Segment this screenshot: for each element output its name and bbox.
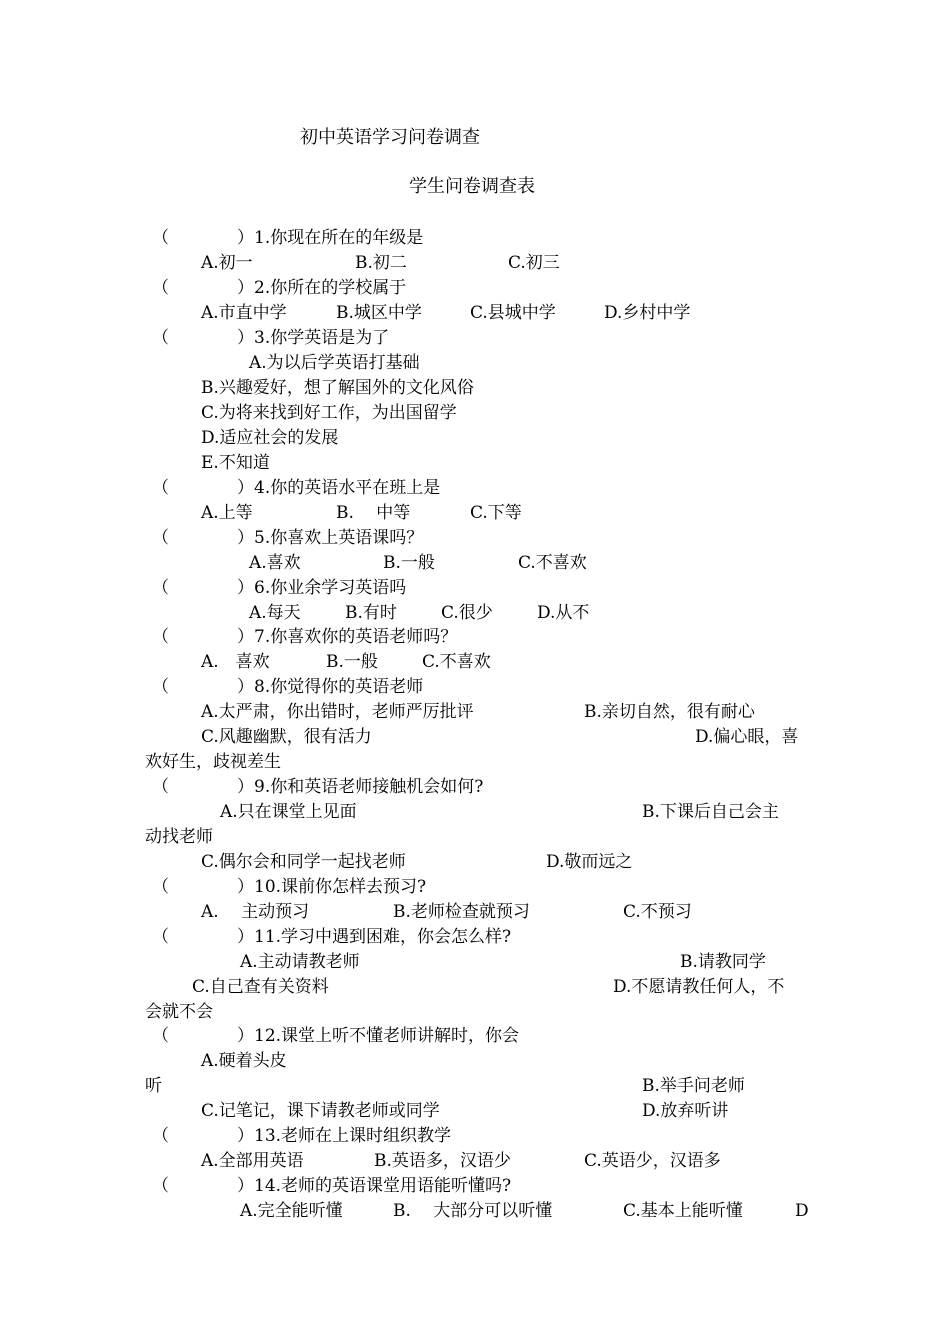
option-14d: D — [795, 1201, 809, 1221]
option-12a-continued: 听 — [145, 1076, 162, 1096]
document-subtitle: 学生问卷调查表 — [409, 176, 535, 197]
option-7c: C.不喜欢 — [422, 652, 491, 672]
question-10: （ ）10.课前你怎样去预习? — [152, 877, 427, 897]
option-9b-continued: 动找老师 — [145, 827, 213, 847]
option-1a: A.初一 — [201, 253, 253, 273]
option-7a: A. 喜欢 — [201, 652, 270, 672]
option-8d: D.偏心眼，喜 — [695, 727, 799, 747]
option-11c: C.自己查有关资料 — [192, 977, 329, 997]
option-2a: A.市直中学 — [201, 303, 287, 323]
option-11a: A.主动请教老师 — [240, 952, 360, 972]
option-2d: D.乡村中学 — [604, 303, 691, 323]
question-8: （ ）8.你觉得你的英语老师 — [152, 677, 424, 697]
question-5: （ ）5.你喜欢上英语课吗？ — [152, 528, 424, 548]
option-5a: A.喜欢 — [249, 553, 301, 573]
option-6b: B.有时 — [345, 603, 397, 623]
option-6a: A.每天 — [249, 603, 301, 623]
option-4a: A.上等 — [201, 503, 253, 523]
document-title: 初中英语学习问卷调查 — [300, 127, 480, 148]
option-4c: C.下等 — [470, 503, 522, 523]
option-8b: B.亲切自然，很有耐心 — [584, 702, 755, 722]
option-9d: D.敬而远之 — [546, 852, 633, 872]
option-3d: D.适应社会的发展 — [201, 428, 339, 448]
option-13b: B.英语多，汉语少 — [374, 1151, 511, 1171]
option-9b: B.下课后自己会主 — [642, 802, 779, 822]
option-1c: C.初三 — [508, 253, 560, 273]
option-2b: B.城区中学 — [336, 303, 422, 323]
option-10b: B.老师检查就预习 — [393, 902, 530, 922]
option-8a: A.太严肃，你出错时，老师严厉批评 — [201, 702, 474, 722]
option-12b: B.举手问老师 — [642, 1076, 745, 1096]
option-13c: C.英语少，汉语多 — [584, 1151, 721, 1171]
option-3e: E.不知道 — [201, 453, 270, 473]
option-8c: C.风趣幽默，很有活力 — [201, 727, 372, 747]
option-6c: C.很少 — [441, 603, 493, 623]
question-14: （ ）14.老师的英语课堂用语能听懂吗? — [152, 1176, 512, 1196]
option-3b: B.兴趣爱好，想了解国外的文化风俗 — [201, 378, 474, 398]
option-1b: B.初二 — [355, 253, 407, 273]
option-9a: A.只在课堂上见面 — [220, 802, 357, 822]
option-12a: A.硬着头皮 — [201, 1051, 287, 1071]
option-8d-continued: 欢好生，歧视差生 — [145, 752, 281, 772]
question-13: （ ）13.老师在上课时组织教学 — [152, 1126, 452, 1146]
question-2: （ ）2.你所在的学校属于 — [152, 278, 407, 298]
option-4b: B. 中等 — [336, 503, 411, 523]
question-1: （ ）1.你现在所在的年级是 — [152, 228, 424, 248]
option-14c: C.基本上能听懂 — [623, 1201, 743, 1221]
question-9: （ ）9.你和英语老师接触机会如何? — [152, 777, 484, 797]
question-7: （ ）7.你喜欢你的英语老师吗？ — [152, 627, 458, 647]
option-11d: D.不愿请教任何人，不 — [613, 977, 785, 997]
option-3a: A.为以后学英语打基础 — [249, 353, 420, 373]
option-12c: C.记笔记，课下请教老师或同学 — [201, 1101, 440, 1121]
option-2c: C.县城中学 — [470, 303, 556, 323]
question-3: （ ）3.你学英语是为了 — [152, 328, 390, 348]
option-14b: B. 大部分可以听懂 — [393, 1201, 553, 1221]
question-6: （ ）6.你业余学习英语吗 — [152, 578, 407, 598]
option-14a: A.完全能听懂 — [240, 1201, 343, 1221]
question-4: （ ）4.你的英语水平在班上是 — [152, 478, 441, 498]
question-11: （ ）11.学习中遇到困难，你会怎么样? — [152, 927, 512, 947]
option-5b: B.一般 — [383, 553, 435, 573]
option-10a: A. 主动预习 — [201, 902, 310, 922]
option-3c: C.为将来找到好工作，为出国留学 — [201, 403, 457, 423]
option-9c: C.偶尔会和同学一起找老师 — [201, 852, 406, 872]
option-11d-continued: 会就不会 — [145, 1002, 213, 1022]
option-12d: D.放弃听讲 — [642, 1101, 729, 1121]
option-11b: B.请教同学 — [680, 952, 766, 972]
question-12: （ ）12.课堂上听不懂老师讲解时，你会 — [152, 1026, 520, 1046]
option-5c: C.不喜欢 — [518, 553, 587, 573]
option-6d: D.从不 — [537, 603, 590, 623]
option-10c: C.不预习 — [623, 902, 692, 922]
option-7b: B.一般 — [326, 652, 378, 672]
option-13a: A.全部用英语 — [201, 1151, 304, 1171]
